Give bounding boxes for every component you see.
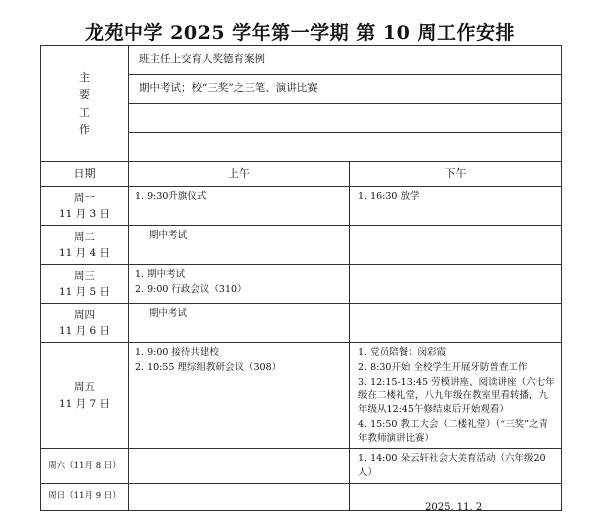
am-item: 期中考试 bbox=[149, 308, 188, 319]
day-row-sat bbox=[41, 449, 562, 484]
day-row-fri bbox=[41, 343, 562, 449]
am-cell bbox=[129, 226, 350, 265]
pm-item: 3. 12:15-13:45 劳模讲座、阅读讲座（六七年级在二楼礼堂，八九年级在教室里看转播，九年级从12:45午修结束后开始观看） bbox=[358, 376, 555, 416]
am-item: 期中考试 bbox=[149, 230, 188, 241]
day-cell bbox=[41, 483, 129, 510]
day-row-wed bbox=[41, 265, 562, 304]
footer-date: 2025. 11. 2 bbox=[425, 502, 483, 513]
day-date: 11 月 6 日 bbox=[58, 325, 111, 337]
pm-cell bbox=[350, 449, 562, 484]
day-date: 11 月 4 日 bbox=[58, 247, 111, 259]
day-cell bbox=[41, 343, 129, 449]
am-item: 2. 9:00 行政会议（310） bbox=[135, 283, 247, 295]
pm-cell bbox=[350, 304, 562, 343]
day-name: 周六（11月 8 日） bbox=[48, 460, 121, 471]
header-row bbox=[41, 162, 562, 187]
day-name: 周一 bbox=[74, 191, 95, 204]
day-cell bbox=[41, 304, 129, 343]
day-name: 周日（11月 9 日） bbox=[48, 491, 121, 502]
pm-item: 4. 15:50 教工大会（二楼礼堂）（“三奖”之青年教师演讲比赛） bbox=[358, 418, 548, 444]
am-cell bbox=[129, 304, 350, 343]
main-work-label-char: 要 bbox=[79, 88, 90, 102]
main-work-item bbox=[129, 133, 562, 162]
am-cell bbox=[129, 187, 350, 226]
day-row-mon bbox=[41, 187, 562, 226]
day-date: 11 月 5 日 bbox=[58, 286, 111, 298]
day-cell bbox=[41, 449, 129, 484]
main-work-item bbox=[129, 104, 562, 133]
main-work-row bbox=[41, 46, 562, 75]
pm-header: 下午 bbox=[350, 162, 562, 187]
schedule-table bbox=[40, 45, 562, 511]
day-row-thu bbox=[41, 304, 562, 343]
main-work-item: 班主任上交育人奖德育案例 bbox=[129, 46, 562, 75]
am-item: 1. 9:00 接待共建校 bbox=[135, 347, 219, 358]
main-work-label-char: 工 bbox=[79, 105, 90, 119]
pm-item: 2. 8:30开始 全校学生开展牙防普查工作 bbox=[358, 361, 528, 373]
am-cell bbox=[129, 343, 350, 449]
am-item: 1. 期中考试 bbox=[135, 269, 186, 280]
pm-cell bbox=[350, 265, 562, 304]
day-name: 周二 bbox=[74, 230, 95, 243]
pm-item: 1. 14:00 朵云轩社会大美育活动（六年级20人） bbox=[358, 453, 546, 479]
day-row-tue bbox=[41, 226, 562, 265]
am-header: 上午 bbox=[129, 162, 350, 187]
day-name: 周四 bbox=[74, 308, 95, 321]
date-header: 日期 bbox=[41, 162, 129, 187]
day-date: 11 月 7 日 bbox=[58, 397, 111, 410]
am-cell bbox=[129, 265, 350, 304]
main-work-item: 期中考试；校“三奖”之三笔、演讲比赛 bbox=[129, 75, 562, 104]
day-name: 周五 bbox=[74, 381, 95, 394]
main-work-label-char: 作 bbox=[79, 122, 90, 136]
pm-cell bbox=[350, 226, 562, 265]
am-cell bbox=[129, 449, 350, 484]
pm-cell bbox=[350, 187, 562, 226]
day-row-sun bbox=[41, 483, 562, 510]
am-item: 2. 10:55 理综组教研会议（308） bbox=[135, 361, 282, 373]
pm-cell bbox=[350, 343, 562, 449]
am-cell bbox=[129, 483, 350, 510]
main-work-label-char: 主 bbox=[79, 71, 90, 85]
main-work-label bbox=[41, 46, 129, 162]
pm-item: 1. 党员陪餐：闵彩霞 bbox=[358, 347, 447, 358]
pm-item: 1. 16:30 放学 bbox=[358, 191, 420, 202]
am-item: 1. 9:30升旗仪式 bbox=[135, 191, 207, 202]
day-cell bbox=[41, 265, 129, 304]
day-date: 11 月 3 日 bbox=[58, 208, 111, 220]
page-title: 龙苑中学 2025 学年第一学期 第 10 周工作安排 bbox=[85, 22, 515, 44]
day-name: 周三 bbox=[74, 269, 95, 282]
day-cell bbox=[41, 187, 129, 226]
day-cell bbox=[41, 226, 129, 265]
